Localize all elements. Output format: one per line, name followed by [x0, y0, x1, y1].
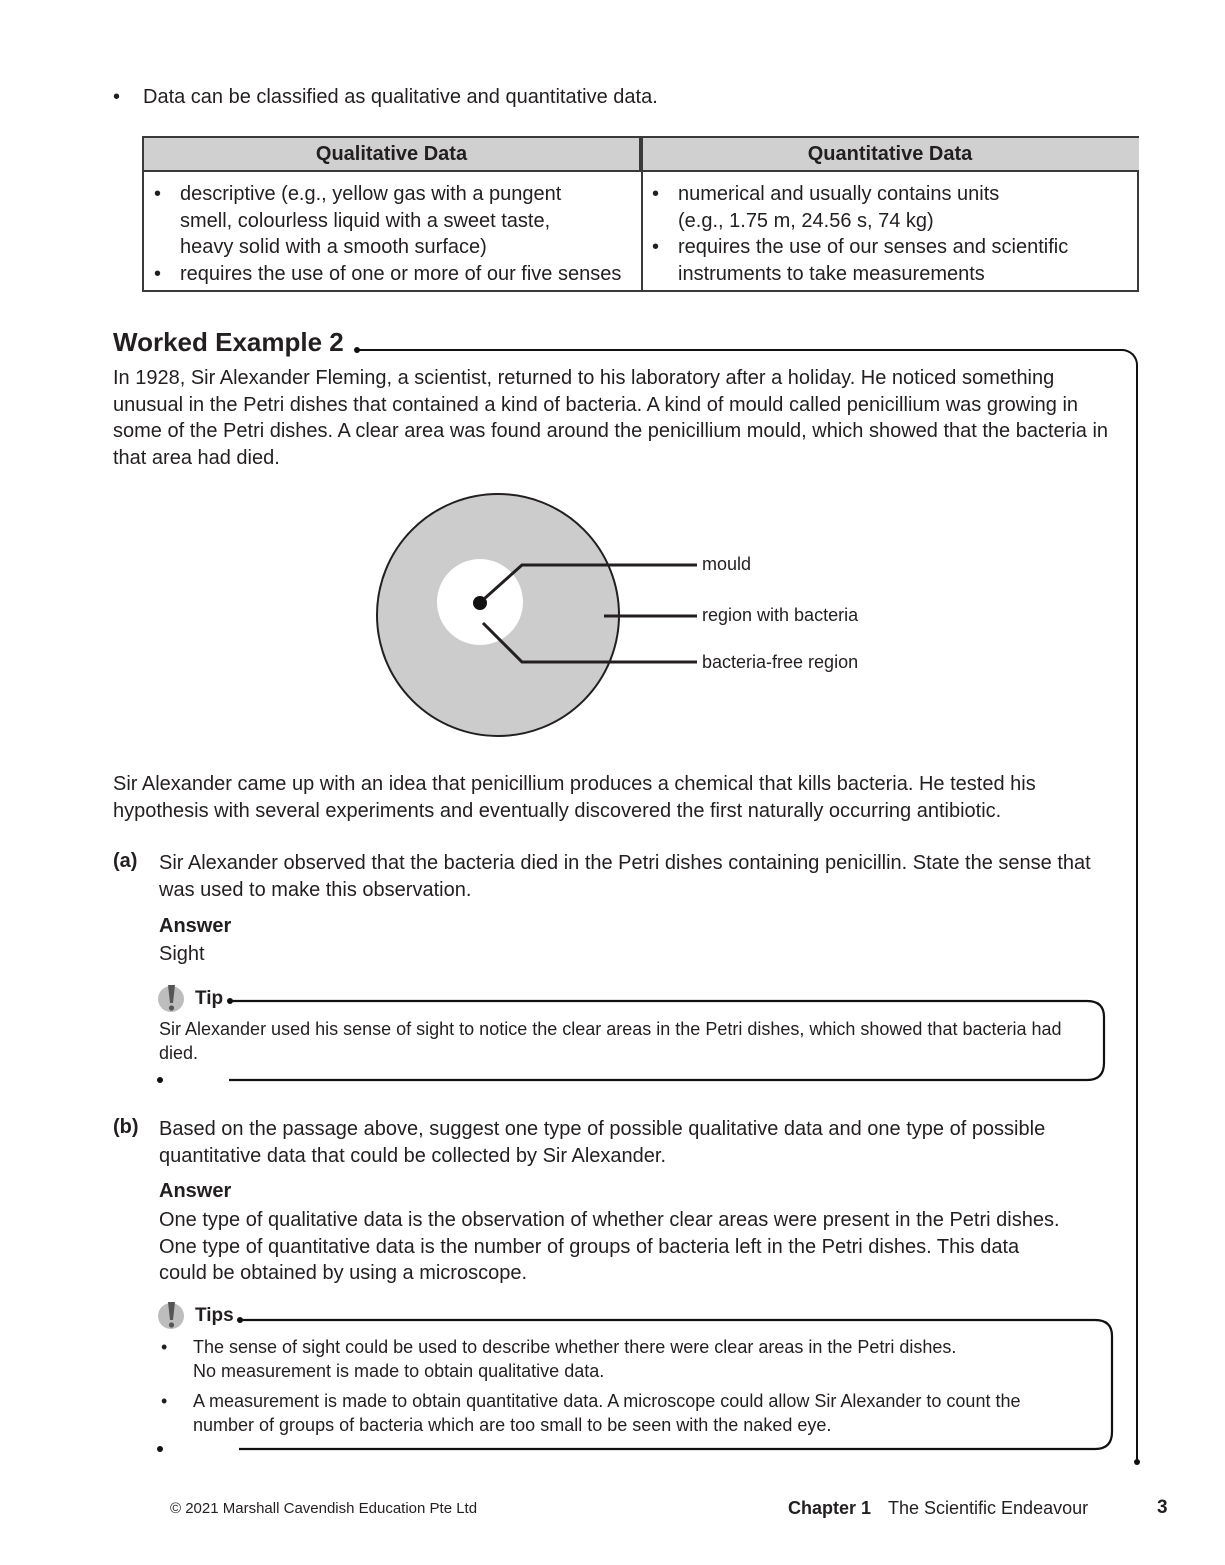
answer-b-text [159, 1207, 1129, 1287]
line: smell, colourless liquid with a sweet taste, [180, 209, 551, 232]
tip-heading: Tip [195, 988, 224, 1009]
footer-chapter-title: The Scientific Endeavour [888, 1498, 1089, 1518]
answer-line: could be obtained by using a microscope. [159, 1262, 528, 1284]
frame-dot [1134, 1459, 1140, 1465]
question-b-text: Based on the passage above, suggest one type of possible qualitative data and one type of possible quantitative data that could be collected by Sir Alexander. [159, 1118, 1046, 1167]
table-column-divider [641, 138, 643, 290]
hypothesis-paragraph: Sir Alexander came up with an idea that penicillium produces a chemical that kills bacteria. He tested his hypothesis with several experiments and eventually discovered the first naturally occurring antibiotic. [113, 773, 1036, 822]
line: (e.g., 1.75 m, 24.56 s, 74 kg) [678, 209, 934, 232]
worked-example-title: Worked Example 2 [113, 327, 344, 357]
qualitative-item [154, 261, 639, 288]
label-region-with-bacteria: region with bacteria [702, 605, 859, 625]
answer-a-text: Sight [159, 943, 205, 965]
tips-heading: Tips [195, 1305, 234, 1326]
page-number: 3 [1157, 1497, 1168, 1518]
tip-item [159, 1389, 1104, 1437]
label-bacteria-free-region: bacteria-free region [702, 652, 859, 672]
table-cell-qualitative [154, 181, 639, 287]
exclamation-icon [157, 983, 185, 1013]
data-classification-table [142, 136, 1139, 292]
exclamation-icon [157, 1300, 185, 1330]
line: heavy solid with a smooth surface) [180, 236, 487, 258]
line: • A measurement is made to obtain quantitative data. A microscope could allow Sir Alexander to count the [193, 1391, 1021, 1411]
footer-copyright: © 2021 Marshall Cavendish Education Pte Ltd [170, 1500, 478, 1517]
tip-box-b [155, 1300, 1115, 1455]
line: number of groups of bacteria which are too small to be seen with the naked eye. [193, 1415, 832, 1435]
line: No measurement is made to obtain qualitative data. [193, 1361, 605, 1381]
question-a-text: Sir Alexander observed that the bacteria died in the Petri dishes containing penicillin. State the sense that was used to make this observation. [159, 852, 1091, 901]
answer-line: One type of qualitative data is the observation of whether clear areas were present in the Petri dishes. [159, 1209, 1060, 1231]
worked-example-frame-top [356, 349, 1124, 351]
line: • descriptive (e.g., yellow gas with a pungent [180, 183, 562, 205]
quantitative-item [652, 181, 1137, 234]
tip-dot [157, 1077, 163, 1083]
question-a-label: (a) [113, 850, 138, 872]
line: • requires the use of our senses and scientific [678, 236, 1069, 258]
question-b-label: (b) [113, 1116, 139, 1138]
quantitative-item [652, 234, 1137, 287]
qualitative-item [154, 181, 639, 261]
answer-a-heading: Answer [159, 915, 232, 937]
tip-text-a: Sir Alexander used his sense of sight to notice the clear areas in the Petri dishes, which showed that bacteria had died. [159, 1019, 1062, 1063]
worked-example-intro: In 1928, Sir Alexander Fleming, a scientist, returned to his laboratory after a holiday. He noticed something unusual in the Petri dishes that contained a kind of bacteria. A kind of mould called penicillium was growing in some of the Petri dishes. A clear area was found around the penicillium mould, which showed that the bacteria in that area had died. [113, 367, 1109, 469]
answer-line: One type of quantitative data is the number of groups of bacteria left in the Petri dishes. This data [159, 1235, 1020, 1258]
answer-b-heading: Answer [159, 1180, 232, 1202]
tip-item [159, 1335, 1104, 1383]
table-header-qualitative: Qualitative Data [144, 138, 641, 172]
line: • numerical and usually contains units [678, 183, 1000, 205]
label-mould: mould [702, 554, 752, 574]
tip-box-a [155, 983, 1105, 1083]
bullet-dot: • [113, 86, 121, 108]
line: • The sense of sight could be used to describe whether there were clear areas in the Petri dishes. [193, 1337, 957, 1357]
tip-dot [157, 1446, 163, 1452]
petri-dish-diagram [370, 490, 900, 750]
table-header-quantitative: Quantitative Data [641, 138, 1139, 172]
intro-bullet-text: Data can be classified as qualitative and quantitative data. [143, 86, 658, 108]
line: • requires the use of one or more of our five senses [180, 262, 622, 285]
line: instruments to take measurements [678, 262, 985, 285]
tips-list-b [159, 1335, 1104, 1443]
table-cell-quantitative [652, 181, 1137, 287]
footer-chapter: Chapter 1 [788, 1498, 872, 1518]
worked-example-frame-right [1136, 370, 1138, 1462]
